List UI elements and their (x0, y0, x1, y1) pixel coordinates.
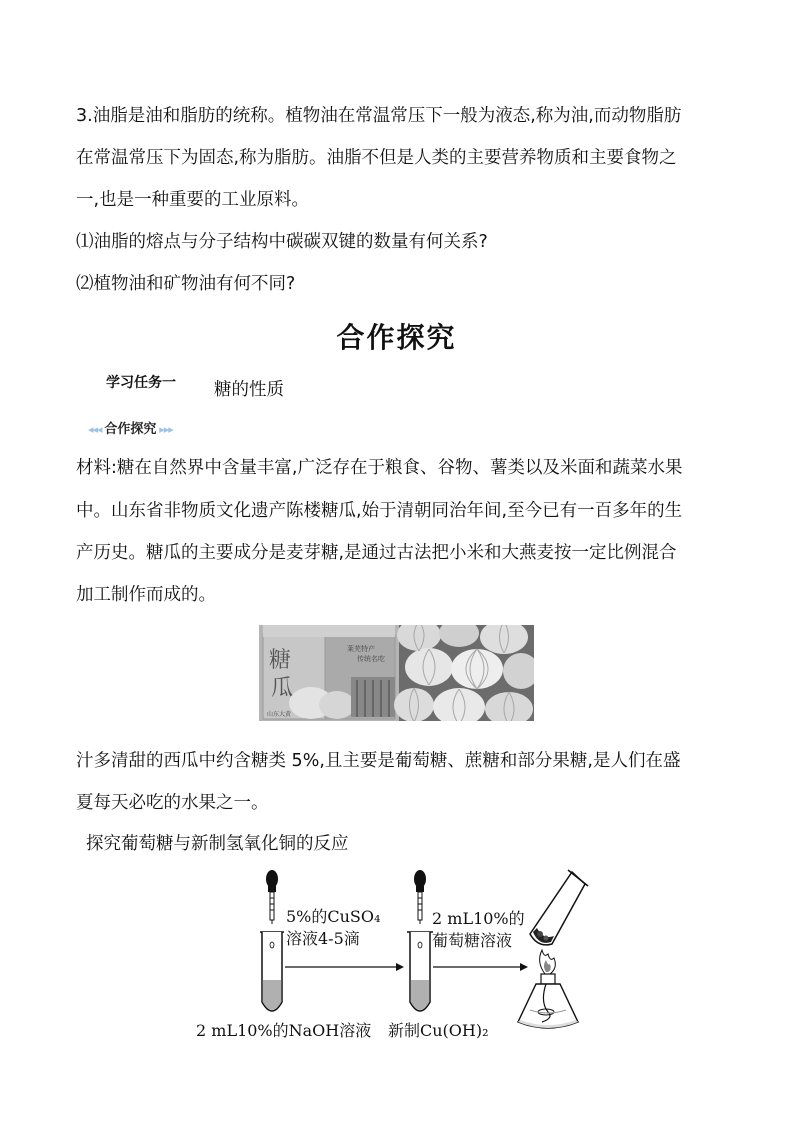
experiment-title: 探究葡萄糖与新制氢氧化铜的反应 (86, 834, 349, 854)
task-name: 糖的性质 (214, 380, 284, 400)
test-tube-1-icon (260, 932, 284, 1011)
material-line-3: 产历史。糖瓜的主要成分是麦芽糖,是通过古法把小米和大燕麦按一定比例混合 (76, 543, 677, 563)
test-tube-2-icon (407, 932, 433, 1011)
reagent-2-line-1: 2 mL10%的 (432, 909, 525, 928)
heated-test-tube-icon (530, 870, 588, 945)
paragraph-3-line-2: 在常温常压下为固态,称为脂肪。油脂不但是人类的主要营养物质和主要食物之 (76, 148, 677, 168)
explore-label: 合作探究 (104, 422, 157, 437)
reagent-1-line-2: 溶液4-5滴 (286, 929, 360, 948)
section-title: 合作探究 (336, 321, 457, 354)
candy-melon-photo (259, 625, 534, 721)
reagent-1-line-1: 5%的CuSO₄ (286, 907, 381, 926)
left-arrows-icon: ◂◂◂ (88, 423, 105, 436)
alcohol-lamp-icon (518, 974, 578, 1028)
box-char-2: 瓜 (271, 676, 294, 701)
tube-1-label: 2 mL10%的NaOH溶液 (196, 1021, 372, 1040)
arrow-1-icon (396, 963, 404, 971)
material-line-4: 加工制作而成的。 (76, 585, 216, 605)
dropper-1-icon (266, 870, 278, 924)
reagent-2-line-2: 葡萄糖溶液 (432, 931, 513, 950)
box-text-1: 莱芜特产 (347, 645, 375, 653)
question-2: ⑵植物油和矿物油有何不同? (76, 274, 296, 294)
paragraph-3-line-3: 一,也是一种重要的工业原料。 (76, 190, 310, 210)
material-line-1: 材料:糖在自然界中含量丰富,广泛存在于粮食、谷物、薯类以及米面和蔬菜水果 (76, 458, 683, 478)
watermelon-line-1: 汁多清甜的西瓜中约含糖类 5%,且主要是葡萄糖、蔗糖和部分果糖,是人们在盛 (76, 751, 681, 771)
watermelon-line-2: 夏每天必吃的水果之一。 (76, 793, 269, 813)
box-text-2: 传统名吃 (357, 655, 385, 663)
dropper-2-icon (414, 870, 426, 924)
task-label: 学习任务一 (106, 375, 176, 391)
experiment-diagram (190, 862, 590, 1047)
material-line-2: 中。山东省非物质文化遗产陈楼糖瓜,始于清朝同治年间,至今已有一百多年的生 (76, 501, 683, 521)
question-1: ⑴油脂的熔点与分子结构中碳碳双键的数量有何关系? (76, 232, 488, 252)
tube-2-label: 新制Cu(OH)₂ (388, 1021, 489, 1040)
explore-badge (88, 418, 173, 437)
box-char-1: 糖 (269, 648, 292, 673)
arrow-2-icon (520, 963, 528, 971)
flame-icon (540, 950, 556, 974)
paragraph-3-line-1: 3.油脂是油和脂肪的统称。植物油在常温常压下一般为液态,称为油,而动物脂肪 (76, 106, 682, 126)
box-bottom-text: 山东大黄 (267, 711, 292, 718)
right-arrows-icon: ▸▸▸ (156, 423, 173, 436)
